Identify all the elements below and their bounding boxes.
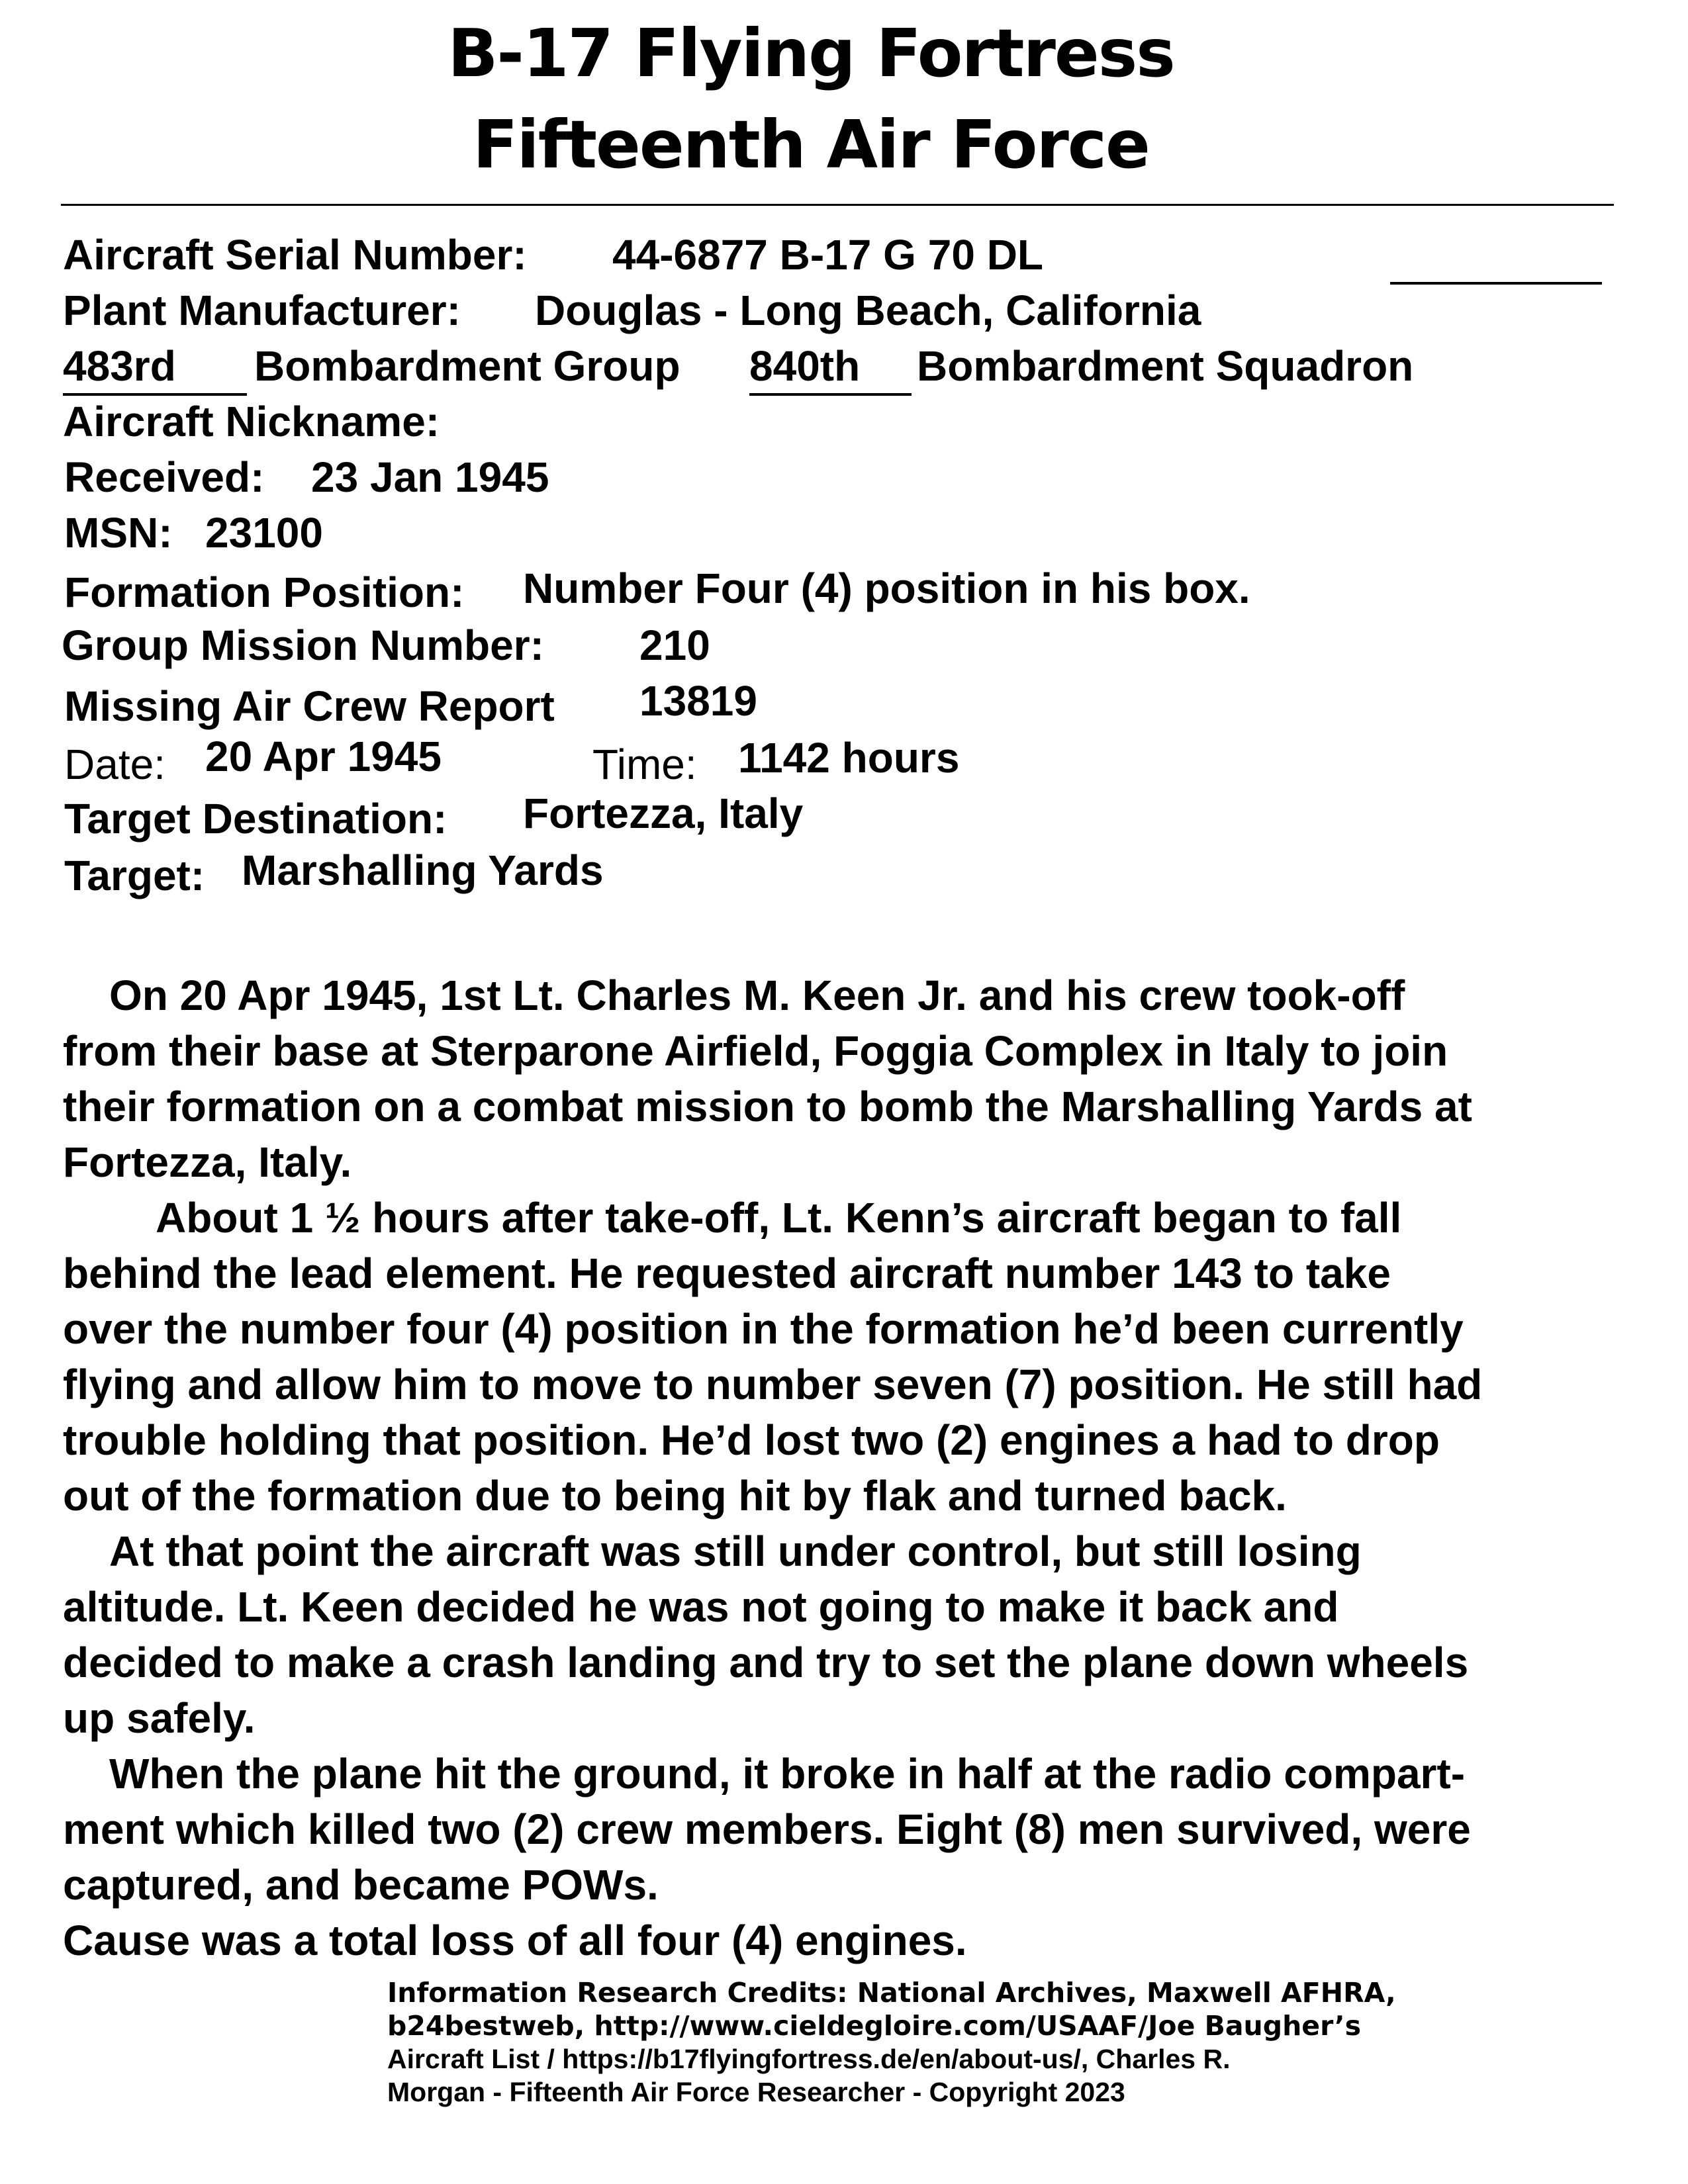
manufacturer-label: Plant Manufacturer: xyxy=(63,287,461,334)
serial-value: 44-6877 B-17 G 70 DL xyxy=(612,231,1043,279)
text-line: behind the lead element. He requested aircraft number 143 to take xyxy=(63,1250,1391,1297)
text-line: Fortezza, Italy. xyxy=(63,1138,352,1186)
received-value: 23 Jan 1945 xyxy=(311,453,549,501)
text-line: When the plane hit the ground, it broke in half at the radio compart- xyxy=(109,1750,1466,1797)
text-line: out of the formation due to being hit by flak and turned back. xyxy=(63,1472,1287,1520)
manufacturer-value: Douglas - Long Beach, California xyxy=(535,287,1201,334)
credits-line: Aircraft List / https://b17flyingfortress.de/en/about-us/, Charles R. xyxy=(387,2044,1231,2074)
squadron-label: Bombardment Squadron xyxy=(917,342,1414,390)
formation-label: Formation Position: xyxy=(64,569,465,616)
text-line: On 20 Apr 1945, 1st Lt. Charles M. Keen Jr. and his crew took-off xyxy=(109,972,1405,1019)
credits-line: b24bestweb, http://www.cieldegloire.com/USAAF/Joe Baugher’s xyxy=(387,2010,1362,2042)
credits-line: Morgan - Fifteenth Air Force Researcher - Copyright 2023 xyxy=(387,2077,1125,2107)
group-label: Bombardment Group xyxy=(254,342,680,390)
text-line: over the number four (4) position in the formation he’d been currently xyxy=(63,1305,1464,1353)
text-line: ment which killed two (2) crew members. Eight (8) men survived, were xyxy=(63,1805,1471,1853)
macr-value: 13819 xyxy=(639,677,757,725)
text-line: decided to make a crash landing and try to set the plane down wheels xyxy=(63,1639,1469,1686)
text-line: up safely. xyxy=(63,1694,256,1742)
group-value xyxy=(63,341,247,396)
received-label: Received: xyxy=(64,453,265,501)
narrative-paragraph-2 xyxy=(63,1190,1638,1524)
page-title-line-1: B-17 Flying Fortress xyxy=(447,15,1174,92)
narrative xyxy=(63,968,1638,1968)
credits-line: Information Research Credits: National Archives, Maxwell AFHRA, xyxy=(387,1977,1396,2009)
msn-value: 23100 xyxy=(205,509,323,557)
text-line: About 1 ½ hours after take-off, Lt. Kenn’s aircraft began to fall xyxy=(156,1194,1402,1242)
text-line: from their base at Sterparone Airfield, Foggia Complex in Italy to join xyxy=(63,1027,1448,1075)
target-label: Target: xyxy=(64,852,205,899)
time-value: 1142 hours xyxy=(738,734,960,782)
destination-value: Fortezza, Italy xyxy=(523,790,804,837)
mission-value: 210 xyxy=(639,621,710,669)
text-line: flying and allow him to move to number seven (7) position. He still had xyxy=(63,1361,1483,1408)
narrative-paragraph-1 xyxy=(63,968,1638,1190)
date-label: Date: xyxy=(64,741,165,788)
title-divider xyxy=(61,204,1614,206)
text-line: altitude. Lt. Keen decided he was not going to make it back and xyxy=(63,1583,1339,1631)
squadron-number: 840th xyxy=(749,342,861,390)
formation-value: Number Four (4) position in his box. xyxy=(523,565,1250,612)
group-number: 483rd xyxy=(63,342,176,390)
page-title-line-2: Fifteenth Air Force xyxy=(473,106,1149,183)
macr-label: Missing Air Crew Report xyxy=(64,682,555,730)
text-line: Cause was a total loss of all four (4) engines. xyxy=(63,1917,967,1964)
squadron-value xyxy=(749,341,912,396)
target-value: Marshalling Yards xyxy=(242,846,604,894)
nickname-label: Aircraft Nickname: xyxy=(63,398,440,445)
text-line: At that point the aircraft was still under control, but still losing xyxy=(109,1527,1362,1575)
text-line: captured, and became POWs. xyxy=(63,1861,659,1909)
msn-label: MSN: xyxy=(64,509,173,557)
mission-label: Group Mission Number: xyxy=(62,621,544,669)
text-line: their formation on a combat mission to bomb the Marshalling Yards at xyxy=(63,1083,1472,1130)
time-label: Time: xyxy=(592,741,697,788)
research-credits xyxy=(387,1976,1446,2109)
narrative-paragraph-4 xyxy=(63,1746,1638,1968)
serial-blank-line xyxy=(1390,233,1602,285)
destination-label: Target Destination: xyxy=(64,795,447,842)
text-line: trouble holding that position. He’d lost two (2) engines a had to drop xyxy=(63,1416,1440,1464)
date-value: 20 Apr 1945 xyxy=(205,733,442,780)
serial-label: Aircraft Serial Number: xyxy=(63,231,527,279)
narrative-paragraph-3 xyxy=(63,1524,1638,1746)
